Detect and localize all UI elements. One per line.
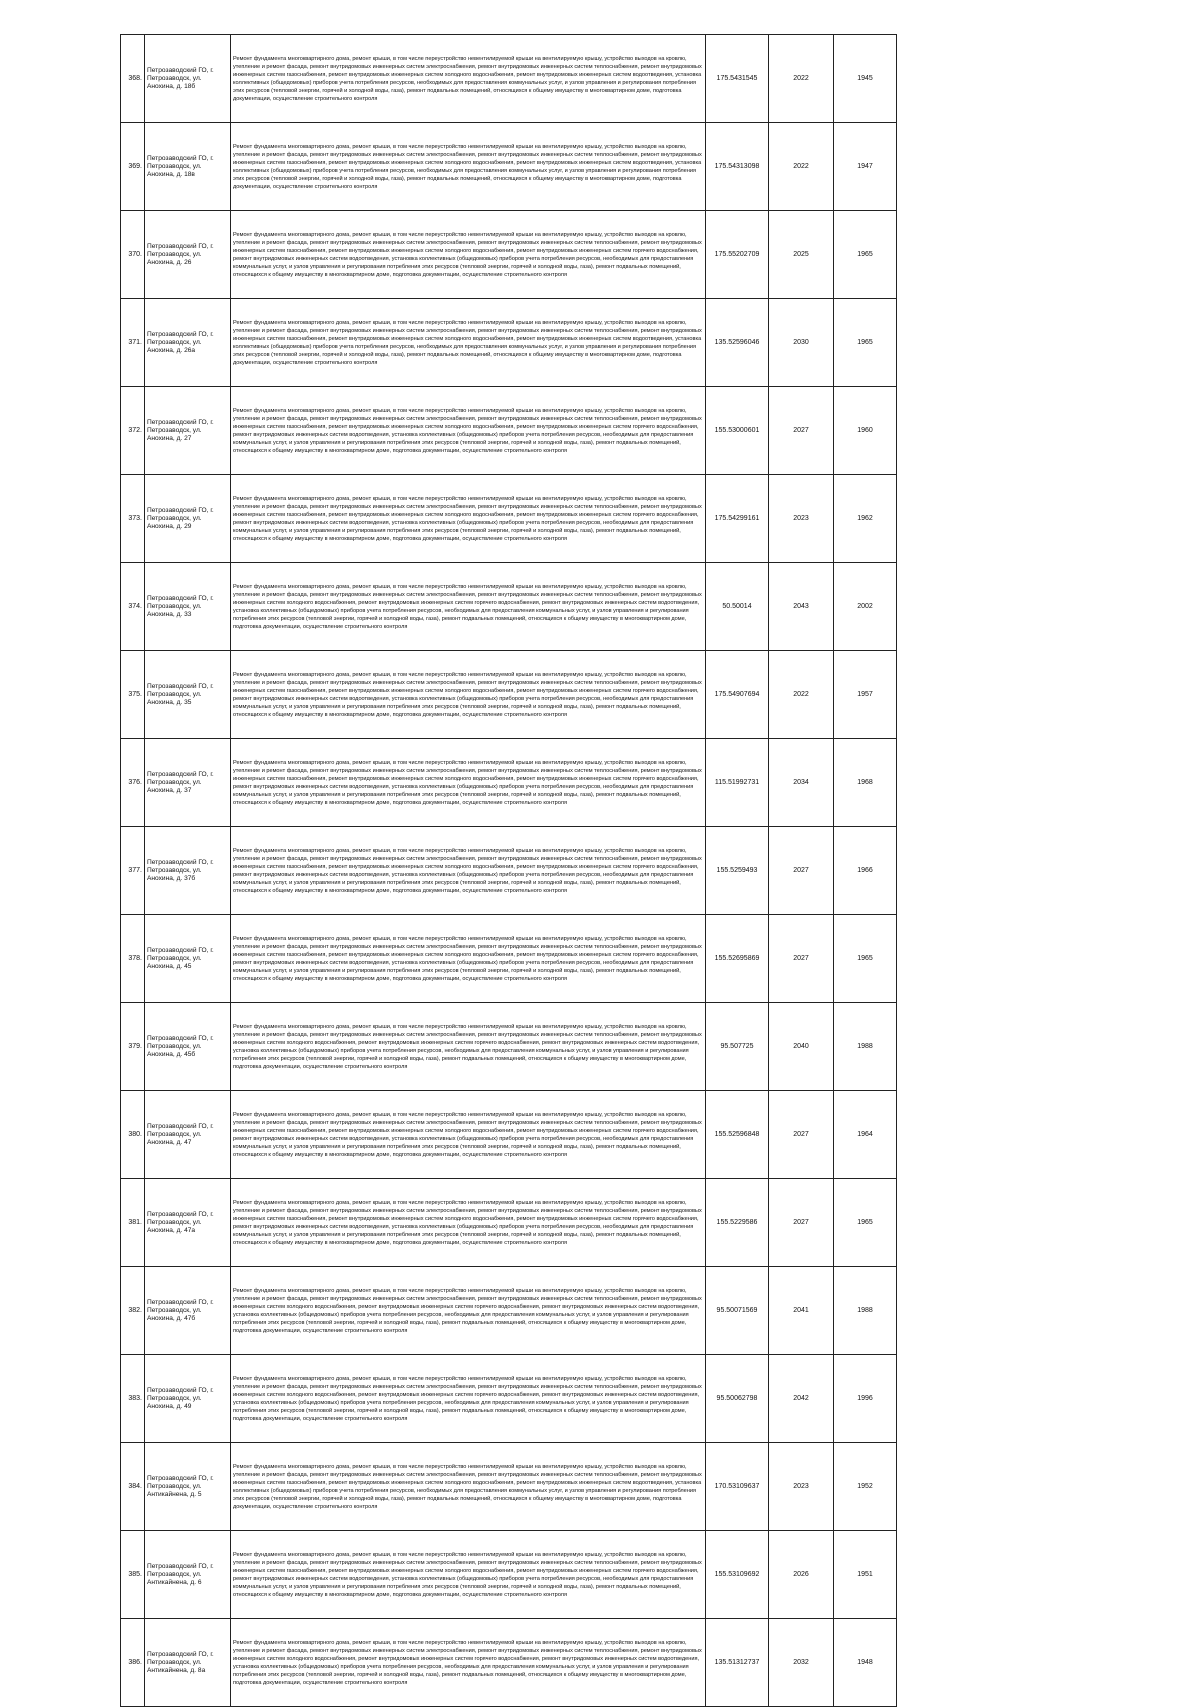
table-row [121, 563, 897, 651]
address-cell: Петрозаводский ГО, г. Петрозаводск, ул. Анохина, д. 18в [145, 123, 231, 211]
row-number-cell: 384. [121, 1443, 145, 1531]
works-description-cell: Ремонт фундамента многоквартирного дома, ремонт крыши, в том числе переустройство невентилируемой крыши на вентилируемую крышу, устройство выходов на кровлю, утепление и ремонт фасада, ремонт внутридомовых инженерных систем электроснабжения, ремонт внутридомовых инженерных систем теплоснабжения, ремонт внутридомовых инженерных систем газоснабжения, ремонт внутридомовых инженерных систем холодного водоснабжения, ремонт внутридомовых инженерных систем горячего водоснабжения, ремонт внутридомовых инженерных систем водоотведения, установка коллективных (общедомовых) приборов учета потребления ресурсов, необходимых для предоставления коммунальных услуг, и узлов управления и регулирования потребления этих ресурсов (тепловой энергии, горячей и холодной воды, газа), ремонт подвальных помещений, относящихся к общему имуществу в многоквартирном доме, подготовка документации, осуществление строительного контроля [231, 1091, 706, 1179]
planned-year-cell: 2022 [769, 123, 834, 211]
planned-year-cell: 2043 [769, 563, 834, 651]
construction-year-cell: 1964 [834, 1091, 897, 1179]
address-cell: Петрозаводский ГО, г. Петрозаводск, ул. Анохина, д. 18б [145, 35, 231, 123]
table-row [121, 1531, 897, 1619]
row-number-cell: 386. [121, 1619, 145, 1707]
address-cell: Петрозаводский ГО, г. Петрозаводск, ул. Антикайнена, д. 6 [145, 1531, 231, 1619]
row-number-cell: 371. [121, 299, 145, 387]
works-description-cell: Ремонт фундамента многоквартирного дома, ремонт крыши, в том числе переустройство невентилируемой крыши на вентилируемую крышу, устройство выходов на кровлю, утепление и ремонт фасада, ремонт внутридомовых инженерных систем электроснабжения, ремонт внутридомовых инженерных систем теплоснабжения, ремонт внутридомовых инженерных систем газоснабжения, ремонт внутридомовых инженерных систем холодного водоснабжения, ремонт внутридомовых инженерных систем водоотведения, установка коллективных (общедомовых) приборов учета потребления ресурсов, необходимых для предоставления коммунальных услуг, и узлов управления и регулирования потребления этих ресурсов (тепловой энергии, горячей и холодной воды, газа), ремонт подвальных помещений, относящихся к общему имуществу в многоквартирном доме, подготовка документации, осуществление строительного контроля [231, 123, 706, 211]
works-description-cell: Ремонт фундамента многоквартирного дома, ремонт крыши, в том числе переустройство невентилируемой крыши на вентилируемую крышу, устройство выходов на кровлю, утепление и ремонт фасада, ремонт внутридомовых инженерных систем электроснабжения, ремонт внутридомовых инженерных систем теплоснабжения, ремонт внутридомовых инженерных систем газоснабжения, ремонт внутридомовых инженерных систем холодного водоснабжения, ремонт внутридомовых инженерных систем водоотведения, установка коллективных (общедомовых) приборов учета потребления ресурсов, необходимых для предоставления коммунальных услуг, и узлов управления и регулирования потребления этих ресурсов (тепловой энергии, горячей и холодной воды, газа), ремонт подвальных помещений, относящихся к общему имуществу в многоквартирном доме, подготовка документации, осуществление строительного контроля [231, 299, 706, 387]
construction-year-cell: 1965 [834, 299, 897, 387]
row-number-cell: 374. [121, 563, 145, 651]
construction-year-cell: 1996 [834, 1355, 897, 1443]
table-row [121, 827, 897, 915]
planned-year-cell: 2034 [769, 739, 834, 827]
planned-year-cell: 2022 [769, 651, 834, 739]
value-cell: 175.54907694 [706, 651, 769, 739]
table-row [121, 739, 897, 827]
value-cell: 155.52695869 [706, 915, 769, 1003]
construction-year-cell: 1965 [834, 211, 897, 299]
construction-year-cell: 1945 [834, 35, 897, 123]
row-number-cell: 369. [121, 123, 145, 211]
planned-year-cell: 2041 [769, 1267, 834, 1355]
works-description-cell: Ремонт фундамента многоквартирного дома, ремонт крыши, в том числе переустройство невентилируемой крыши на вентилируемую крышу, устройство выходов на кровлю, утепление и ремонт фасада, ремонт внутридомовых инженерных систем электроснабжения, ремонт внутридомовых инженерных систем теплоснабжения, ремонт внутридомовых инженерных систем газоснабжения, ремонт внутридомовых инженерных систем холодного водоснабжения, ремонт внутридомовых инженерных систем водоотведения, установка коллективных (общедомовых) приборов учета потребления ресурсов, необходимых для предоставления коммунальных услуг, и узлов управления и регулирования потребления этих ресурсов (тепловой энергии, горячей и холодной воды, газа), ремонт подвальных помещений, относящихся к общему имуществу в многоквартирном доме, подготовка документации, осуществление строительного контроля [231, 1443, 706, 1531]
planned-year-cell: 2027 [769, 387, 834, 475]
value-cell: 155.5229586 [706, 1179, 769, 1267]
table-row [121, 1003, 897, 1091]
row-number-cell: 382. [121, 1267, 145, 1355]
construction-year-cell: 1988 [834, 1267, 897, 1355]
address-cell: Петрозаводский ГО, г. Петрозаводск, ул. Анохина, д. 47б [145, 1267, 231, 1355]
construction-year-cell: 2002 [834, 563, 897, 651]
address-cell: Петрозаводский ГО, г. Петрозаводск, ул. Анохина, д. 37 [145, 739, 231, 827]
row-number-cell: 383. [121, 1355, 145, 1443]
construction-year-cell: 1962 [834, 475, 897, 563]
table-row [121, 651, 897, 739]
table-row [121, 1619, 897, 1707]
planned-year-cell: 2022 [769, 35, 834, 123]
row-number-cell: 380. [121, 1091, 145, 1179]
value-cell: 135.52596046 [706, 299, 769, 387]
address-cell: Петрозаводский ГО, г. Петрозаводск, ул. Анохина, д. 45б [145, 1003, 231, 1091]
planned-year-cell: 2025 [769, 211, 834, 299]
capital-repair-table [120, 34, 897, 1707]
table-row [121, 123, 897, 211]
table-row [121, 299, 897, 387]
value-cell: 135.51312737 [706, 1619, 769, 1707]
table-row [121, 1355, 897, 1443]
construction-year-cell: 1965 [834, 1179, 897, 1267]
table-row [121, 915, 897, 1003]
row-number-cell: 368. [121, 35, 145, 123]
table-row [121, 1091, 897, 1179]
row-number-cell: 370. [121, 211, 145, 299]
table-row [121, 1179, 897, 1267]
works-description-cell: Ремонт фундамента многоквартирного дома, ремонт крыши, в том числе переустройство невентилируемой крыши на вентилируемую крышу, устройство выходов на кровлю, утепление и ремонт фасада, ремонт внутридомовых инженерных систем электроснабжения, ремонт внутридомовых инженерных систем теплоснабжения, ремонт внутридомовых инженерных систем газоснабжения, ремонт внутридомовых инженерных систем холодного водоснабжения, ремонт внутридомовых инженерных систем горячего водоснабжения, ремонт внутридомовых инженерных систем водоотведения, установка коллективных (общедомовых) приборов учета потребления ресурсов, необходимых для предоставления коммунальных услуг, и узлов управления и регулирования потребления этих ресурсов (тепловой энергии, горячей и холодной воды, газа), ремонт подвальных помещений, относящихся к общему имуществу в многоквартирном доме, подготовка документации, осуществление строительного контроля [231, 387, 706, 475]
value-cell: 155.5259493 [706, 827, 769, 915]
construction-year-cell: 1968 [834, 739, 897, 827]
row-number-cell: 372. [121, 387, 145, 475]
address-cell: Петрозаводский ГО, г. Петрозаводск, ул. Антикайнена, д. 8а [145, 1619, 231, 1707]
table-row [121, 1267, 897, 1355]
address-cell: Петрозаводский ГО, г. Петрозаводск, ул. Анохина, д. 27 [145, 387, 231, 475]
value-cell: 175.5431545 [706, 35, 769, 123]
value-cell: 170.53109637 [706, 1443, 769, 1531]
address-cell: Петрозаводский ГО, г. Петрозаводск, ул. Анохина, д. 26 [145, 211, 231, 299]
value-cell: 50.50014 [706, 563, 769, 651]
works-description-cell: Ремонт фундамента многоквартирного дома, ремонт крыши, в том числе переустройство невентилируемой крыши на вентилируемую крышу, устройство выходов на кровлю, утепление и ремонт фасада, ремонт внутридомовых инженерных систем электроснабжения, ремонт внутридомовых инженерных систем теплоснабжения, ремонт внутридомовых инженерных систем холодного водоснабжения, ремонт внутридомовых инженерных систем горячего водоснабжения, ремонт внутридомовых инженерных систем водоотведения, установка коллективных (общедомовых) приборов учета потребления ресурсов, необходимых для предоставления коммунальных услуг, и узлов управления и регулирования потребления этих ресурсов (тепловой энергии, горячей и холодной воды, газа), ремонт подвальных помещений, относящихся к общему имуществу в многоквартирном доме, подготовка документации, осуществление строительного контроля [231, 1619, 706, 1707]
address-cell: Петрозаводский ГО, г. Петрозаводск, ул. Анохина, д. 47а [145, 1179, 231, 1267]
row-number-cell: 381. [121, 1179, 145, 1267]
planned-year-cell: 2026 [769, 1531, 834, 1619]
value-cell: 175.54313098 [706, 123, 769, 211]
address-cell: Петрозаводский ГО, г. Петрозаводск, ул. Анохина, д. 35 [145, 651, 231, 739]
construction-year-cell: 1965 [834, 915, 897, 1003]
address-cell: Петрозаводский ГО, г. Петрозаводск, ул. Анохина, д. 26а [145, 299, 231, 387]
construction-year-cell: 1988 [834, 1003, 897, 1091]
planned-year-cell: 2030 [769, 299, 834, 387]
works-description-cell: Ремонт фундамента многоквартирного дома, ремонт крыши, в том числе переустройство невентилируемой крыши на вентилируемую крышу, устройство выходов на кровлю, утепление и ремонт фасада, ремонт внутридомовых инженерных систем электроснабжения, ремонт внутридомовых инженерных систем теплоснабжения, ремонт внутридомовых инженерных систем газоснабжения, ремонт внутридомовых инженерных систем холодного водоснабжения, ремонт внутридомовых инженерных систем горячего водоснабжения, ремонт внутридомовых инженерных систем водоотведения, установка коллективных (общедомовых) приборов учета потребления ресурсов, необходимых для предоставления коммунальных услуг, и узлов управления и регулирования потребления этих ресурсов (тепловой энергии, горячей и холодной воды, газа), ремонт подвальных помещений, относящихся к общему имуществу в многоквартирном доме, подготовка документации, осуществление строительного контроля [231, 827, 706, 915]
planned-year-cell: 2040 [769, 1003, 834, 1091]
planned-year-cell: 2042 [769, 1355, 834, 1443]
address-cell: Петрозаводский ГО, г. Петрозаводск, ул. Анохина, д. 33 [145, 563, 231, 651]
works-description-cell: Ремонт фундамента многоквартирного дома, ремонт крыши, в том числе переустройство невентилируемой крыши на вентилируемую крышу, устройство выходов на кровлю, утепление и ремонт фасада, ремонт внутридомовых инженерных систем электроснабжения, ремонт внутридомовых инженерных систем теплоснабжения, ремонт внутридомовых инженерных систем газоснабжения, ремонт внутридомовых инженерных систем холодного водоснабжения, ремонт внутридомовых инженерных систем горячего водоснабжения, ремонт внутридомовых инженерных систем водоотведения, установка коллективных (общедомовых) приборов учета потребления ресурсов, необходимых для предоставления коммунальных услуг, и узлов управления и регулирования потребления этих ресурсов (тепловой энергии, горячей и холодной воды, газа), ремонт подвальных помещений, относящихся к общему имуществу в многоквартирном доме, подготовка документации, осуществление строительного контроля [231, 475, 706, 563]
works-description-cell: Ремонт фундамента многоквартирного дома, ремонт крыши, в том числе переустройство невентилируемой крыши на вентилируемую крышу, устройство выходов на кровлю, утепление и ремонт фасада, ремонт внутридомовых инженерных систем электроснабжения, ремонт внутридомовых инженерных систем теплоснабжения, ремонт внутридомовых инженерных систем холодного водоснабжения, ремонт внутридомовых инженерных систем горячего водоснабжения, ремонт внутридомовых инженерных систем водоотведения, установка коллективных (общедомовых) приборов учета потребления ресурсов, необходимых для предоставления коммунальных услуг, и узлов управления и регулирования потребления этих ресурсов (тепловой энергии, горячей и холодной воды, газа), ремонт подвальных помещений, относящихся к общему имуществу в многоквартирном доме, подготовка документации, осуществление строительного контроля [231, 1003, 706, 1091]
value-cell: 115.51992731 [706, 739, 769, 827]
address-cell: Петрозаводский ГО, г. Петрозаводск, ул. Анохина, д. 29 [145, 475, 231, 563]
row-number-cell: 377. [121, 827, 145, 915]
value-cell: 155.53109692 [706, 1531, 769, 1619]
construction-year-cell: 1952 [834, 1443, 897, 1531]
works-description-cell: Ремонт фундамента многоквартирного дома, ремонт крыши, в том числе переустройство невентилируемой крыши на вентилируемую крышу, устройство выходов на кровлю, утепление и ремонт фасада, ремонт внутридомовых инженерных систем электроснабжения, ремонт внутридомовых инженерных систем теплоснабжения, ремонт внутридомовых инженерных систем холодного водоснабжения, ремонт внутридомовых инженерных систем горячего водоснабжения, ремонт внутридомовых инженерных систем водоотведения, установка коллективных (общедомовых) приборов учета потребления ресурсов, необходимых для предоставления коммунальных услуг, и узлов управления и регулирования потребления этих ресурсов (тепловой энергии, горячей и холодной воды, газа), ремонт подвальных помещений, относящихся к общему имуществу в многоквартирном доме, подготовка документации, осуществление строительного контроля [231, 1267, 706, 1355]
works-description-cell: Ремонт фундамента многоквартирного дома, ремонт крыши, в том числе переустройство невентилируемой крыши на вентилируемую крышу, устройство выходов на кровлю, утепление и ремонт фасада, ремонт внутридомовых инженерных систем электроснабжения, ремонт внутридомовых инженерных систем теплоснабжения, ремонт внутридомовых инженерных систем газоснабжения, ремонт внутридомовых инженерных систем холодного водоснабжения, ремонт внутридомовых инженерных систем горячего водоснабжения, ремонт внутридомовых инженерных систем водоотведения, установка коллективных (общедомовых) приборов учета потребления ресурсов, необходимых для предоставления коммунальных услуг, и узлов управления и регулирования потребления этих ресурсов (тепловой энергии, горячей и холодной воды, газа), ремонт подвальных помещений, относящихся к общему имуществу в многоквартирном доме, подготовка документации, осуществление строительного контроля [231, 651, 706, 739]
value-cell: 175.55202709 [706, 211, 769, 299]
works-description-cell: Ремонт фундамента многоквартирного дома, ремонт крыши, в том числе переустройство невентилируемой крыши на вентилируемую крышу, устройство выходов на кровлю, утепление и ремонт фасада, ремонт внутридомовых инженерных систем электроснабжения, ремонт внутридомовых инженерных систем теплоснабжения, ремонт внутридомовых инженерных систем газоснабжения, ремонт внутридомовых инженерных систем холодного водоснабжения, ремонт внутридомовых инженерных систем горячего водоснабжения, ремонт внутридомовых инженерных систем водоотведения, установка коллективных (общедомовых) приборов учета потребления ресурсов, необходимых для предоставления коммунальных услуг, и узлов управления и регулирования потребления этих ресурсов (тепловой энергии, горячей и холодной воды, газа), ремонт подвальных помещений, относящихся к общему имуществу в многоквартирном доме, подготовка документации, осуществление строительного контроля [231, 915, 706, 1003]
row-number-cell: 376. [121, 739, 145, 827]
table-body [121, 35, 897, 1707]
row-number-cell: 373. [121, 475, 145, 563]
row-number-cell: 375. [121, 651, 145, 739]
construction-year-cell: 1957 [834, 651, 897, 739]
planned-year-cell: 2027 [769, 1179, 834, 1267]
planned-year-cell: 2032 [769, 1619, 834, 1707]
planned-year-cell: 2027 [769, 827, 834, 915]
planned-year-cell: 2023 [769, 475, 834, 563]
planned-year-cell: 2027 [769, 1091, 834, 1179]
works-description-cell: Ремонт фундамента многоквартирного дома, ремонт крыши, в том числе переустройство невентилируемой крыши на вентилируемую крышу, устройство выходов на кровлю, утепление и ремонт фасада, ремонт внутридомовых инженерных систем электроснабжения, ремонт внутридомовых инженерных систем теплоснабжения, ремонт внутридомовых инженерных систем газоснабжения, ремонт внутридомовых инженерных систем холодного водоснабжения, ремонт внутридомовых инженерных систем горячего водоснабжения, ремонт внутридомовых инженерных систем водоотведения, установка коллективных (общедомовых) приборов учета потребления ресурсов, необходимых для предоставления коммунальных услуг, и узлов управления и регулирования потребления этих ресурсов (тепловой энергии, горячей и холодной воды, газа), ремонт подвальных помещений, относящихся к общему имуществу в многоквартирном доме, подготовка документации, осуществление строительного контроля [231, 1531, 706, 1619]
row-number-cell: 379. [121, 1003, 145, 1091]
table-row [121, 1443, 897, 1531]
value-cell: 95.50071569 [706, 1267, 769, 1355]
works-description-cell: Ремонт фундамента многоквартирного дома, ремонт крыши, в том числе переустройство невентилируемой крыши на вентилируемую крышу, устройство выходов на кровлю, утепление и ремонт фасада, ремонт внутридомовых инженерных систем электроснабжения, ремонт внутридомовых инженерных систем теплоснабжения, ремонт внутридомовых инженерных систем холодного водоснабжения, ремонт внутридомовых инженерных систем горячего водоснабжения, ремонт внутридомовых инженерных систем водоотведения, установка коллективных (общедомовых) приборов учета потребления ресурсов, необходимых для предоставления коммунальных услуг, и узлов управления и регулирования потребления этих ресурсов (тепловой энергии, горячей и холодной воды, газа), ремонт подвальных помещений, относящихся к общему имуществу в многоквартирном доме, подготовка документации, осуществление строительного контроля [231, 1355, 706, 1443]
construction-year-cell: 1951 [834, 1531, 897, 1619]
table-row [121, 475, 897, 563]
construction-year-cell: 1948 [834, 1619, 897, 1707]
table-row [121, 387, 897, 475]
table-row [121, 35, 897, 123]
value-cell: 95.507725 [706, 1003, 769, 1091]
value-cell: 155.52596848 [706, 1091, 769, 1179]
construction-year-cell: 1966 [834, 827, 897, 915]
construction-year-cell: 1960 [834, 387, 897, 475]
row-number-cell: 385. [121, 1531, 145, 1619]
address-cell: Петрозаводский ГО, г. Петрозаводск, ул. Антикайнена, д. 5 [145, 1443, 231, 1531]
address-cell: Петрозаводский ГО, г. Петрозаводск, ул. Анохина, д. 47 [145, 1091, 231, 1179]
table-row [121, 211, 897, 299]
value-cell: 155.53000601 [706, 387, 769, 475]
value-cell: 95.50062798 [706, 1355, 769, 1443]
document-page [120, 34, 897, 1707]
address-cell: Петрозаводский ГО, г. Петрозаводск, ул. Анохина, д. 45 [145, 915, 231, 1003]
planned-year-cell: 2023 [769, 1443, 834, 1531]
works-description-cell: Ремонт фундамента многоквартирного дома, ремонт крыши, в том числе переустройство невентилируемой крыши на вентилируемую крышу, устройство выходов на кровлю, утепление и ремонт фасада, ремонт внутридомовых инженерных систем электроснабжения, ремонт внутридомовых инженерных систем теплоснабжения, ремонт внутридомовых инженерных систем газоснабжения, ремонт внутридомовых инженерных систем холодного водоснабжения, ремонт внутридомовых инженерных систем водоотведения, установка коллективных (общедомовых) приборов учета потребления ресурсов, необходимых для предоставления коммунальных услуг, и узлов управления и регулирования потребления этих ресурсов (тепловой энергии, горячей и холодной воды, газа), ремонт подвальных помещений, относящихся к общему имуществу в многоквартирном доме, подготовка документации, осуществление строительного контроля [231, 35, 706, 123]
construction-year-cell: 1947 [834, 123, 897, 211]
works-description-cell: Ремонт фундамента многоквартирного дома, ремонт крыши, в том числе переустройство невентилируемой крыши на вентилируемую крышу, устройство выходов на кровлю, утепление и ремонт фасада, ремонт внутридомовых инженерных систем электроснабжения, ремонт внутридомовых инженерных систем теплоснабжения, ремонт внутридомовых инженерных систем холодного водоснабжения, ремонт внутридомовых инженерных систем горячего водоснабжения, ремонт внутридомовых инженерных систем водоотведения, установка коллективных (общедомовых) приборов учета потребления ресурсов, необходимых для предоставления коммунальных услуг, и узлов управления и регулирования потребления этих ресурсов (тепловой энергии, горячей и холодной воды, газа), ремонт подвальных помещений, относящихся к общему имуществу в многоквартирном доме, подготовка документации, осуществление строительного контроля [231, 563, 706, 651]
works-description-cell: Ремонт фундамента многоквартирного дома, ремонт крыши, в том числе переустройство невентилируемой крыши на вентилируемую крышу, устройство выходов на кровлю, утепление и ремонт фасада, ремонт внутридомовых инженерных систем электроснабжения, ремонт внутридомовых инженерных систем теплоснабжения, ремонт внутридомовых инженерных систем газоснабжения, ремонт внутридомовых инженерных систем холодного водоснабжения, ремонт внутридомовых инженерных систем горячего водоснабжения, ремонт внутридомовых инженерных систем водоотведения, установка коллективных (общедомовых) приборов учета потребления ресурсов, необходимых для предоставления коммунальных услуг, и узлов управления и регулирования потребления этих ресурсов (тепловой энергии, горячей и холодной воды, газа), ремонт подвальных помещений, относящихся к общему имуществу в многоквартирном доме, подготовка документации, осуществление строительного контроля [231, 1179, 706, 1267]
planned-year-cell: 2027 [769, 915, 834, 1003]
works-description-cell: Ремонт фундамента многоквартирного дома, ремонт крыши, в том числе переустройство невентилируемой крыши на вентилируемую крышу, устройство выходов на кровлю, утепление и ремонт фасада, ремонт внутридомовых инженерных систем электроснабжения, ремонт внутридомовых инженерных систем теплоснабжения, ремонт внутридомовых инженерных систем газоснабжения, ремонт внутридомовых инженерных систем холодного водоснабжения, ремонт внутридомовых инженерных систем горячего водоснабжения, ремонт внутридомовых инженерных систем водоотведения, установка коллективных (общедомовых) приборов учета потребления ресурсов, необходимых для предоставления коммунальных услуг, и узлов управления и регулирования потребления этих ресурсов (тепловой энергии, горячей и холодной воды, газа), ремонт подвальных помещений, относящихся к общему имуществу в многоквартирном доме, подготовка документации, осуществление строительного контроля [231, 211, 706, 299]
address-cell: Петрозаводский ГО, г. Петрозаводск, ул. Анохина, д. 37б [145, 827, 231, 915]
value-cell: 175.54299161 [706, 475, 769, 563]
works-description-cell: Ремонт фундамента многоквартирного дома, ремонт крыши, в том числе переустройство невентилируемой крыши на вентилируемую крышу, устройство выходов на кровлю, утепление и ремонт фасада, ремонт внутридомовых инженерных систем электроснабжения, ремонт внутридомовых инженерных систем теплоснабжения, ремонт внутридомовых инженерных систем газоснабжения, ремонт внутридомовых инженерных систем холодного водоснабжения, ремонт внутридомовых инженерных систем горячего водоснабжения, ремонт внутридомовых инженерных систем водоотведения, установка коллективных (общедомовых) приборов учета потребления ресурсов, необходимых для предоставления коммунальных услуг, и узлов управления и регулирования потребления этих ресурсов (тепловой энергии, горячей и холодной воды, газа), ремонт подвальных помещений, относящихся к общему имуществу в многоквартирном доме, подготовка документации, осуществление строительного контроля [231, 739, 706, 827]
row-number-cell: 378. [121, 915, 145, 1003]
address-cell: Петрозаводский ГО, г. Петрозаводск, ул. Анохина, д. 49 [145, 1355, 231, 1443]
